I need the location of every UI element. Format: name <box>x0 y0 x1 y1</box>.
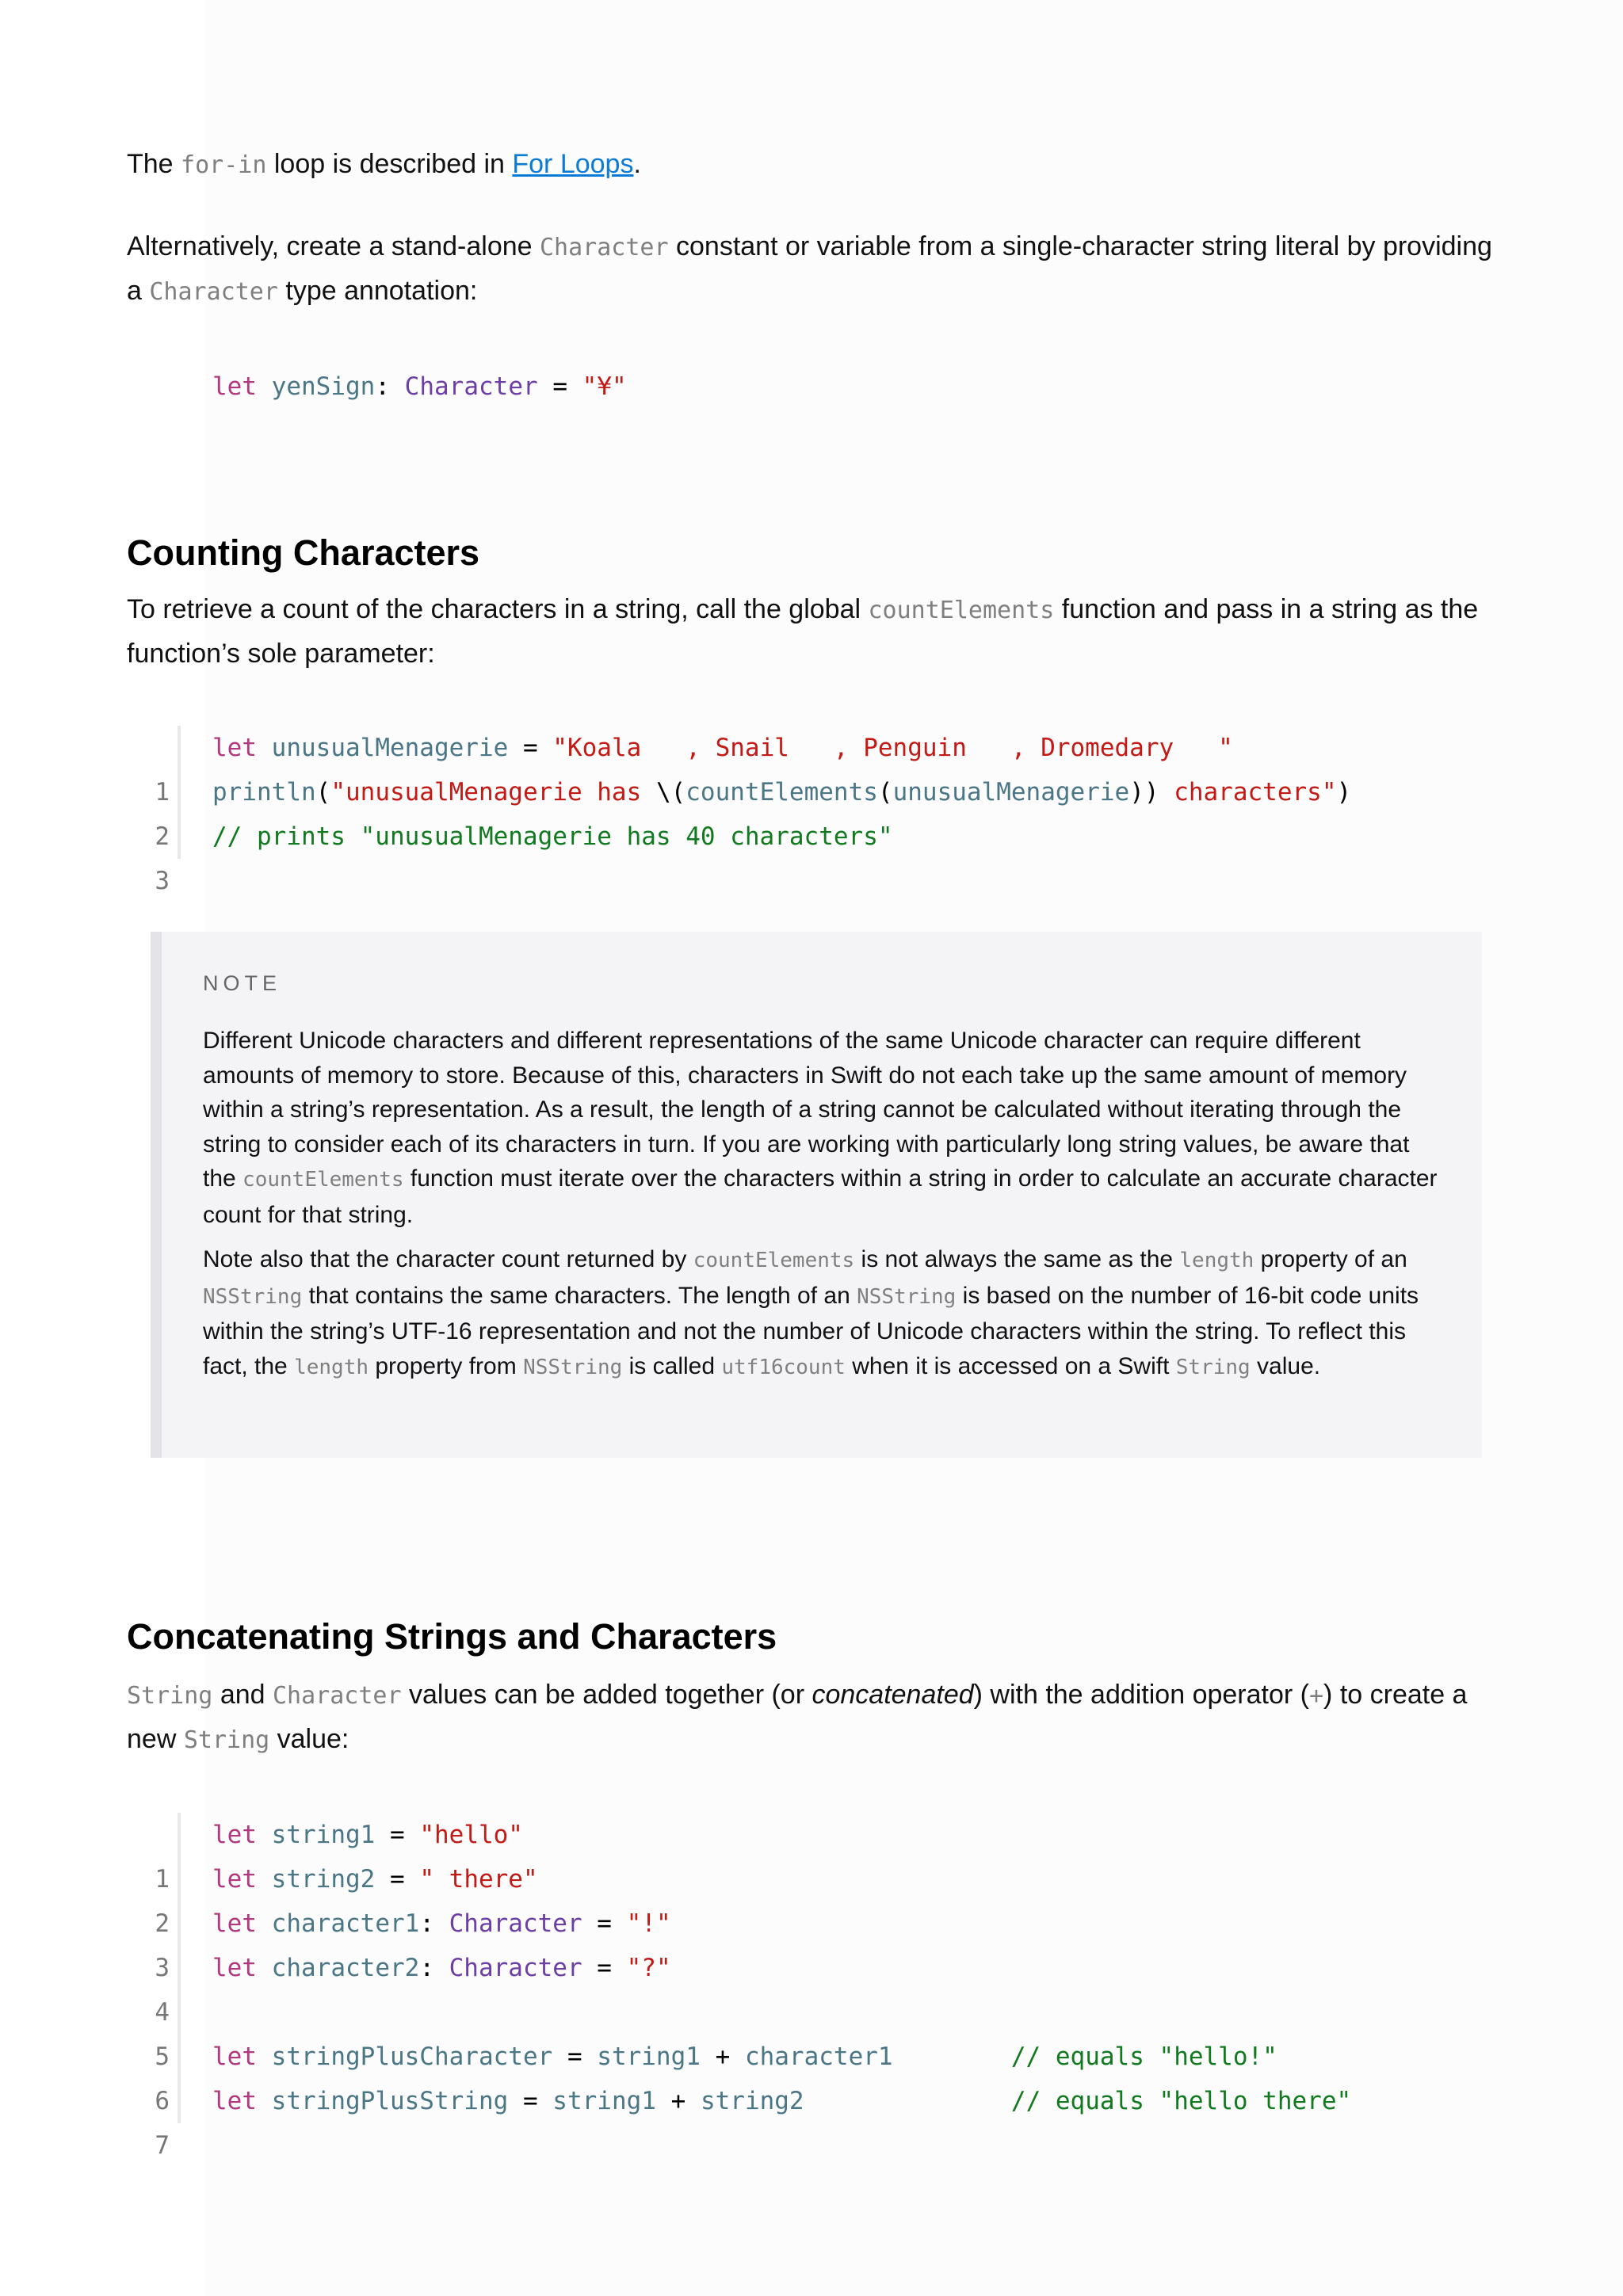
text: value. <box>1250 1352 1321 1379</box>
punct: : <box>419 1954 449 1982</box>
line-number: 4 <box>155 1998 170 2027</box>
code-block-counting <box>127 726 1506 895</box>
keyword: let <box>212 2042 257 2071</box>
gutter-divider <box>178 1901 181 1946</box>
text: values can be added together (or <box>401 1680 812 1710</box>
inline-code: countElements <box>693 1249 855 1272</box>
code-text <box>212 364 627 409</box>
text: property of an <box>1254 1246 1407 1272</box>
punct: ) <box>1336 778 1352 807</box>
concat-paragraph <box>127 1673 1506 1762</box>
intro-paragraph-2 <box>127 225 1506 314</box>
gutter-divider <box>178 1857 181 1901</box>
text: function and pass in a string as the function’s sole parameter: <box>127 594 1479 669</box>
operator: = <box>375 1865 420 1894</box>
punct: ( <box>315 778 331 807</box>
text: and <box>212 1680 273 1710</box>
counting-paragraph <box>127 588 1506 676</box>
inline-code: for-in <box>181 151 267 179</box>
punct: : <box>419 1909 449 1938</box>
operator: + <box>655 2087 701 2115</box>
line-number: 3 <box>155 867 170 895</box>
note-paragraph-2 <box>203 1242 1447 1385</box>
code-text <box>212 770 1351 814</box>
line-number: 1 <box>155 778 170 807</box>
text: ) to create a new <box>127 1680 1468 1754</box>
identifier: character2 <box>271 1954 420 1982</box>
punct: )) <box>1129 778 1159 807</box>
text: is not always the same as the <box>854 1246 1180 1272</box>
string-literal: "unusualMenagerie has <box>330 778 656 807</box>
line-number: 6 <box>155 2087 170 2115</box>
code-line <box>127 2079 1506 2160</box>
identifier: string1 <box>271 1821 376 1849</box>
code-block-yen <box>127 364 1506 409</box>
line-number: 2 <box>155 1909 170 1938</box>
comment: // equals "hello!" <box>1010 2042 1277 2071</box>
operator: = <box>582 1954 627 1982</box>
string-literal: "!" <box>626 1909 671 1938</box>
keyword: let <box>212 734 257 762</box>
keyword: let <box>212 1954 257 1982</box>
text: value: <box>269 1724 349 1754</box>
inline-code: length <box>294 1355 369 1379</box>
code-text <box>212 726 1233 770</box>
inline-code: Character <box>273 1682 402 1710</box>
line-number: 5 <box>155 2042 170 2071</box>
code-text <box>212 1901 671 1946</box>
comment: // equals "hello there" <box>1010 2087 1352 2115</box>
inline-code: NSString <box>523 1355 623 1379</box>
punct: ( <box>877 778 893 807</box>
code-text <box>212 2079 1351 2123</box>
gutter-divider <box>178 2035 181 2079</box>
text: is based on the number of 16-bit code units within the string’s UTF-16 representation and not the number of Unicode characters within the string. To reflect this fact, the <box>203 1282 1419 1379</box>
text: constant or variable from a single-character string literal by providing a <box>127 231 1492 306</box>
text: when it is accessed on a Swift <box>845 1352 1176 1379</box>
gutter-divider <box>178 2079 181 2123</box>
identifier: character1 <box>744 2042 893 2071</box>
heading-concatenating: Concatenating Strings and Characters <box>127 1616 777 1657</box>
note-callout <box>151 932 1482 1458</box>
inline-code: Character <box>149 278 278 306</box>
inline-code: countElements <box>242 1168 404 1192</box>
line-number: 1 <box>155 1865 170 1894</box>
code-line <box>127 364 1506 409</box>
string-literal: "hello" <box>419 1821 523 1849</box>
text: Note also that the character count returned by <box>203 1246 693 1272</box>
function-name: countElements <box>685 778 878 807</box>
identifier: string1 <box>597 2042 701 2071</box>
gutter-divider <box>178 726 181 770</box>
inline-code: String <box>183 1726 270 1754</box>
text: that contains the same characters. The length of an <box>302 1282 857 1309</box>
code-text <box>212 1813 523 1857</box>
identifier: character1 <box>271 1909 420 1938</box>
inline-code: length <box>1179 1249 1254 1272</box>
keyword: let <box>212 1821 257 1849</box>
note-paragraph-1 <box>203 1024 1447 1232</box>
inline-code: + <box>1308 1682 1324 1710</box>
note-label: NOTE <box>203 971 282 995</box>
keyword: let <box>212 1865 257 1894</box>
identifier: unusualMenagerie <box>271 734 509 762</box>
whitespace <box>804 2087 1011 2115</box>
punct: : <box>375 372 390 401</box>
inline-code: String <box>127 1682 213 1710</box>
type: Character <box>449 1954 582 1982</box>
text: Alternatively, create a stand-alone <box>127 231 540 261</box>
operator: = <box>552 2042 598 2071</box>
code-text <box>212 1946 671 1990</box>
identifier: stringPlusCharacter <box>271 2042 553 2071</box>
identifier: string2 <box>271 1865 376 1894</box>
emphasis: concatenated <box>812 1680 974 1710</box>
code-text <box>212 1857 538 1901</box>
gutter-divider <box>178 1813 181 1857</box>
keyword: let <box>212 372 257 401</box>
inline-code: Character <box>540 234 669 261</box>
string-literal: "Koala , Snail , Penguin , Dromedary " <box>552 734 1233 762</box>
for-loops-link[interactable]: For Loops <box>512 149 634 179</box>
text: is called <box>622 1352 722 1379</box>
inline-code: countElements <box>868 597 1055 624</box>
function-name: println <box>212 778 316 807</box>
identifier: unusualMenagerie <box>892 778 1130 807</box>
line-number: 2 <box>155 822 170 851</box>
code-block-concat <box>127 1813 1506 2160</box>
text: ) with the addition operator ( <box>973 1680 1309 1710</box>
line-number: 3 <box>155 1954 170 1982</box>
intro-paragraph-1 <box>127 143 1506 187</box>
text: function must iterate over the characters within a string in order to calculate an accurate character count for that string. <box>203 1165 1438 1228</box>
text: . <box>633 149 641 179</box>
gutter-divider <box>178 814 181 859</box>
comment: // prints "unusualMenagerie has 40 characters" <box>212 822 893 851</box>
operator: = <box>508 734 553 762</box>
text: type annotation: <box>277 276 478 306</box>
heading-counting-characters: Counting Characters <box>127 532 480 573</box>
text: Different Unicode characters and different representations of the same Unicode character can require different amounts of memory to store. Because of this, characters in Swift do not each take up the same amount of memory within a string’s representation. As a result, the length of a string cannot be calculated without iterating through the string to consider each of its characters in turn. If you are working with particularly long string values, be aware that the <box>203 1028 1410 1192</box>
line-number: 7 <box>155 2131 170 2160</box>
text: property from <box>369 1352 524 1379</box>
identifier: stringPlusString <box>271 2087 509 2115</box>
keyword: let <box>212 2087 257 2115</box>
operator: = <box>582 1909 627 1938</box>
code-line <box>127 814 1506 895</box>
gutter-divider <box>178 1990 181 2035</box>
code-text <box>212 814 893 859</box>
string-literal: characters" <box>1159 778 1337 807</box>
string-literal: " there" <box>419 1865 538 1894</box>
inline-code: NSString <box>857 1284 957 1309</box>
inline-code: utf16count <box>721 1355 846 1379</box>
operator: = <box>537 372 582 401</box>
string-literal: "?" <box>626 1954 671 1982</box>
code-line <box>127 1946 1506 2027</box>
operator: + <box>700 2042 745 2071</box>
identifier: yenSign <box>271 372 376 401</box>
type: Character <box>449 1909 582 1938</box>
inline-code: String <box>1175 1355 1251 1379</box>
text: loop is described in <box>266 149 513 179</box>
identifier: string2 <box>700 2087 804 2115</box>
text: To retrieve a count of the characters in a string, call the global <box>127 594 869 624</box>
string-literal: "¥" <box>582 372 627 401</box>
inline-code: NSString <box>203 1284 303 1309</box>
gutter-divider <box>178 770 181 814</box>
punct: \( <box>655 778 686 807</box>
operator: = <box>508 2087 553 2115</box>
whitespace <box>893 2042 1011 2071</box>
gutter-divider <box>178 1946 181 1990</box>
type: Character <box>404 372 538 401</box>
text: The <box>127 149 181 179</box>
identifier: string1 <box>552 2087 656 2115</box>
keyword: let <box>212 1909 257 1938</box>
operator: = <box>375 1821 420 1849</box>
code-text <box>212 2035 1277 2079</box>
